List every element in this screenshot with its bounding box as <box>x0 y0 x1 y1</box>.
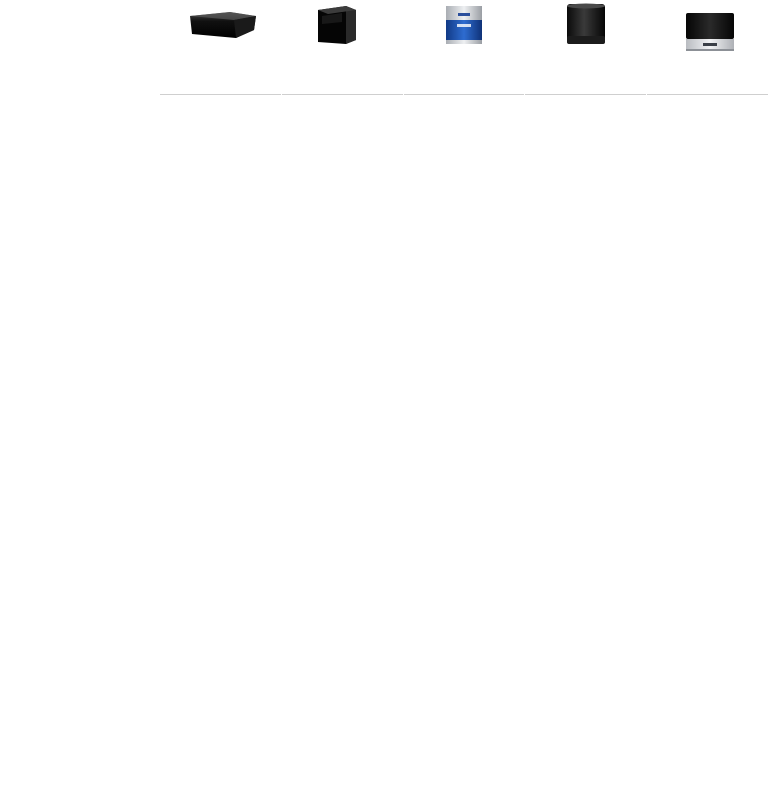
product-item-3[interactable] <box>404 0 525 95</box>
product-item-2[interactable] <box>282 0 403 95</box>
lidar-sensor-black-cylinder-icon[interactable] <box>563 2 609 46</box>
product-item-1[interactable] <box>160 0 281 95</box>
lidar-sensor-blue-cylinder-icon[interactable] <box>442 2 486 48</box>
lidar-sensor-cube-icon[interactable] <box>312 2 362 46</box>
lidar-sensor-flat-icon[interactable] <box>186 6 258 42</box>
product-strip <box>160 0 768 96</box>
product-item-4[interactable] <box>525 0 646 95</box>
product-item-5[interactable] <box>647 0 768 95</box>
lidar-sensor-wide-cylinder-icon[interactable] <box>683 10 737 54</box>
